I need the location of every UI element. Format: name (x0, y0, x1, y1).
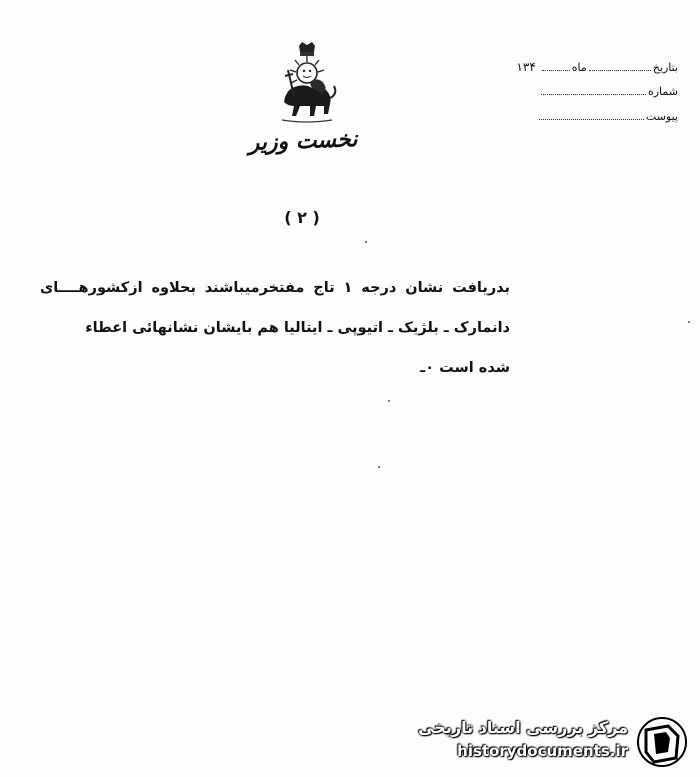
scan-speck (388, 400, 390, 402)
lion-and-sun-emblem-icon (272, 40, 342, 126)
header-fields (478, 60, 678, 135)
body-line: بدریافت نشان درجه ۱ تاج مفتخرمیباشند بحلاوه ازکشورهــــای (40, 280, 510, 296)
number-blank (541, 85, 646, 95)
scan-speck (688, 321, 690, 323)
body-line: شده است ٠ـ (420, 360, 510, 376)
scan-speck (378, 466, 380, 468)
attachment-blank (539, 110, 644, 120)
letter-body (40, 268, 510, 388)
month-blank (542, 61, 570, 71)
watermark (408, 712, 688, 770)
scan-speck (365, 241, 367, 243)
watermark-url: historydocuments.ir (457, 742, 628, 760)
office-title: نخست وزیر (248, 126, 358, 156)
number-field (478, 85, 678, 110)
body-line: دانمارک ـ بلژیک ـ اتیوپی ـ ایتالیا هم بایشان نشانهائی اعطاء (85, 320, 510, 336)
archive-logo-icon (636, 716, 688, 768)
date-label: بتاریخ (652, 61, 678, 74)
month-label: ماه (571, 61, 587, 74)
number-label: شماره (647, 85, 678, 98)
year-value: ۱۳۴ (516, 60, 536, 74)
attachment-label: پیوست (645, 110, 678, 123)
watermark-title: مرکز بررسی اسناد تاریخی (418, 718, 628, 737)
date-blank (589, 61, 651, 71)
date-field (478, 60, 678, 85)
page-number: ( ۲ ) (284, 208, 320, 227)
attachment-field (478, 110, 678, 135)
